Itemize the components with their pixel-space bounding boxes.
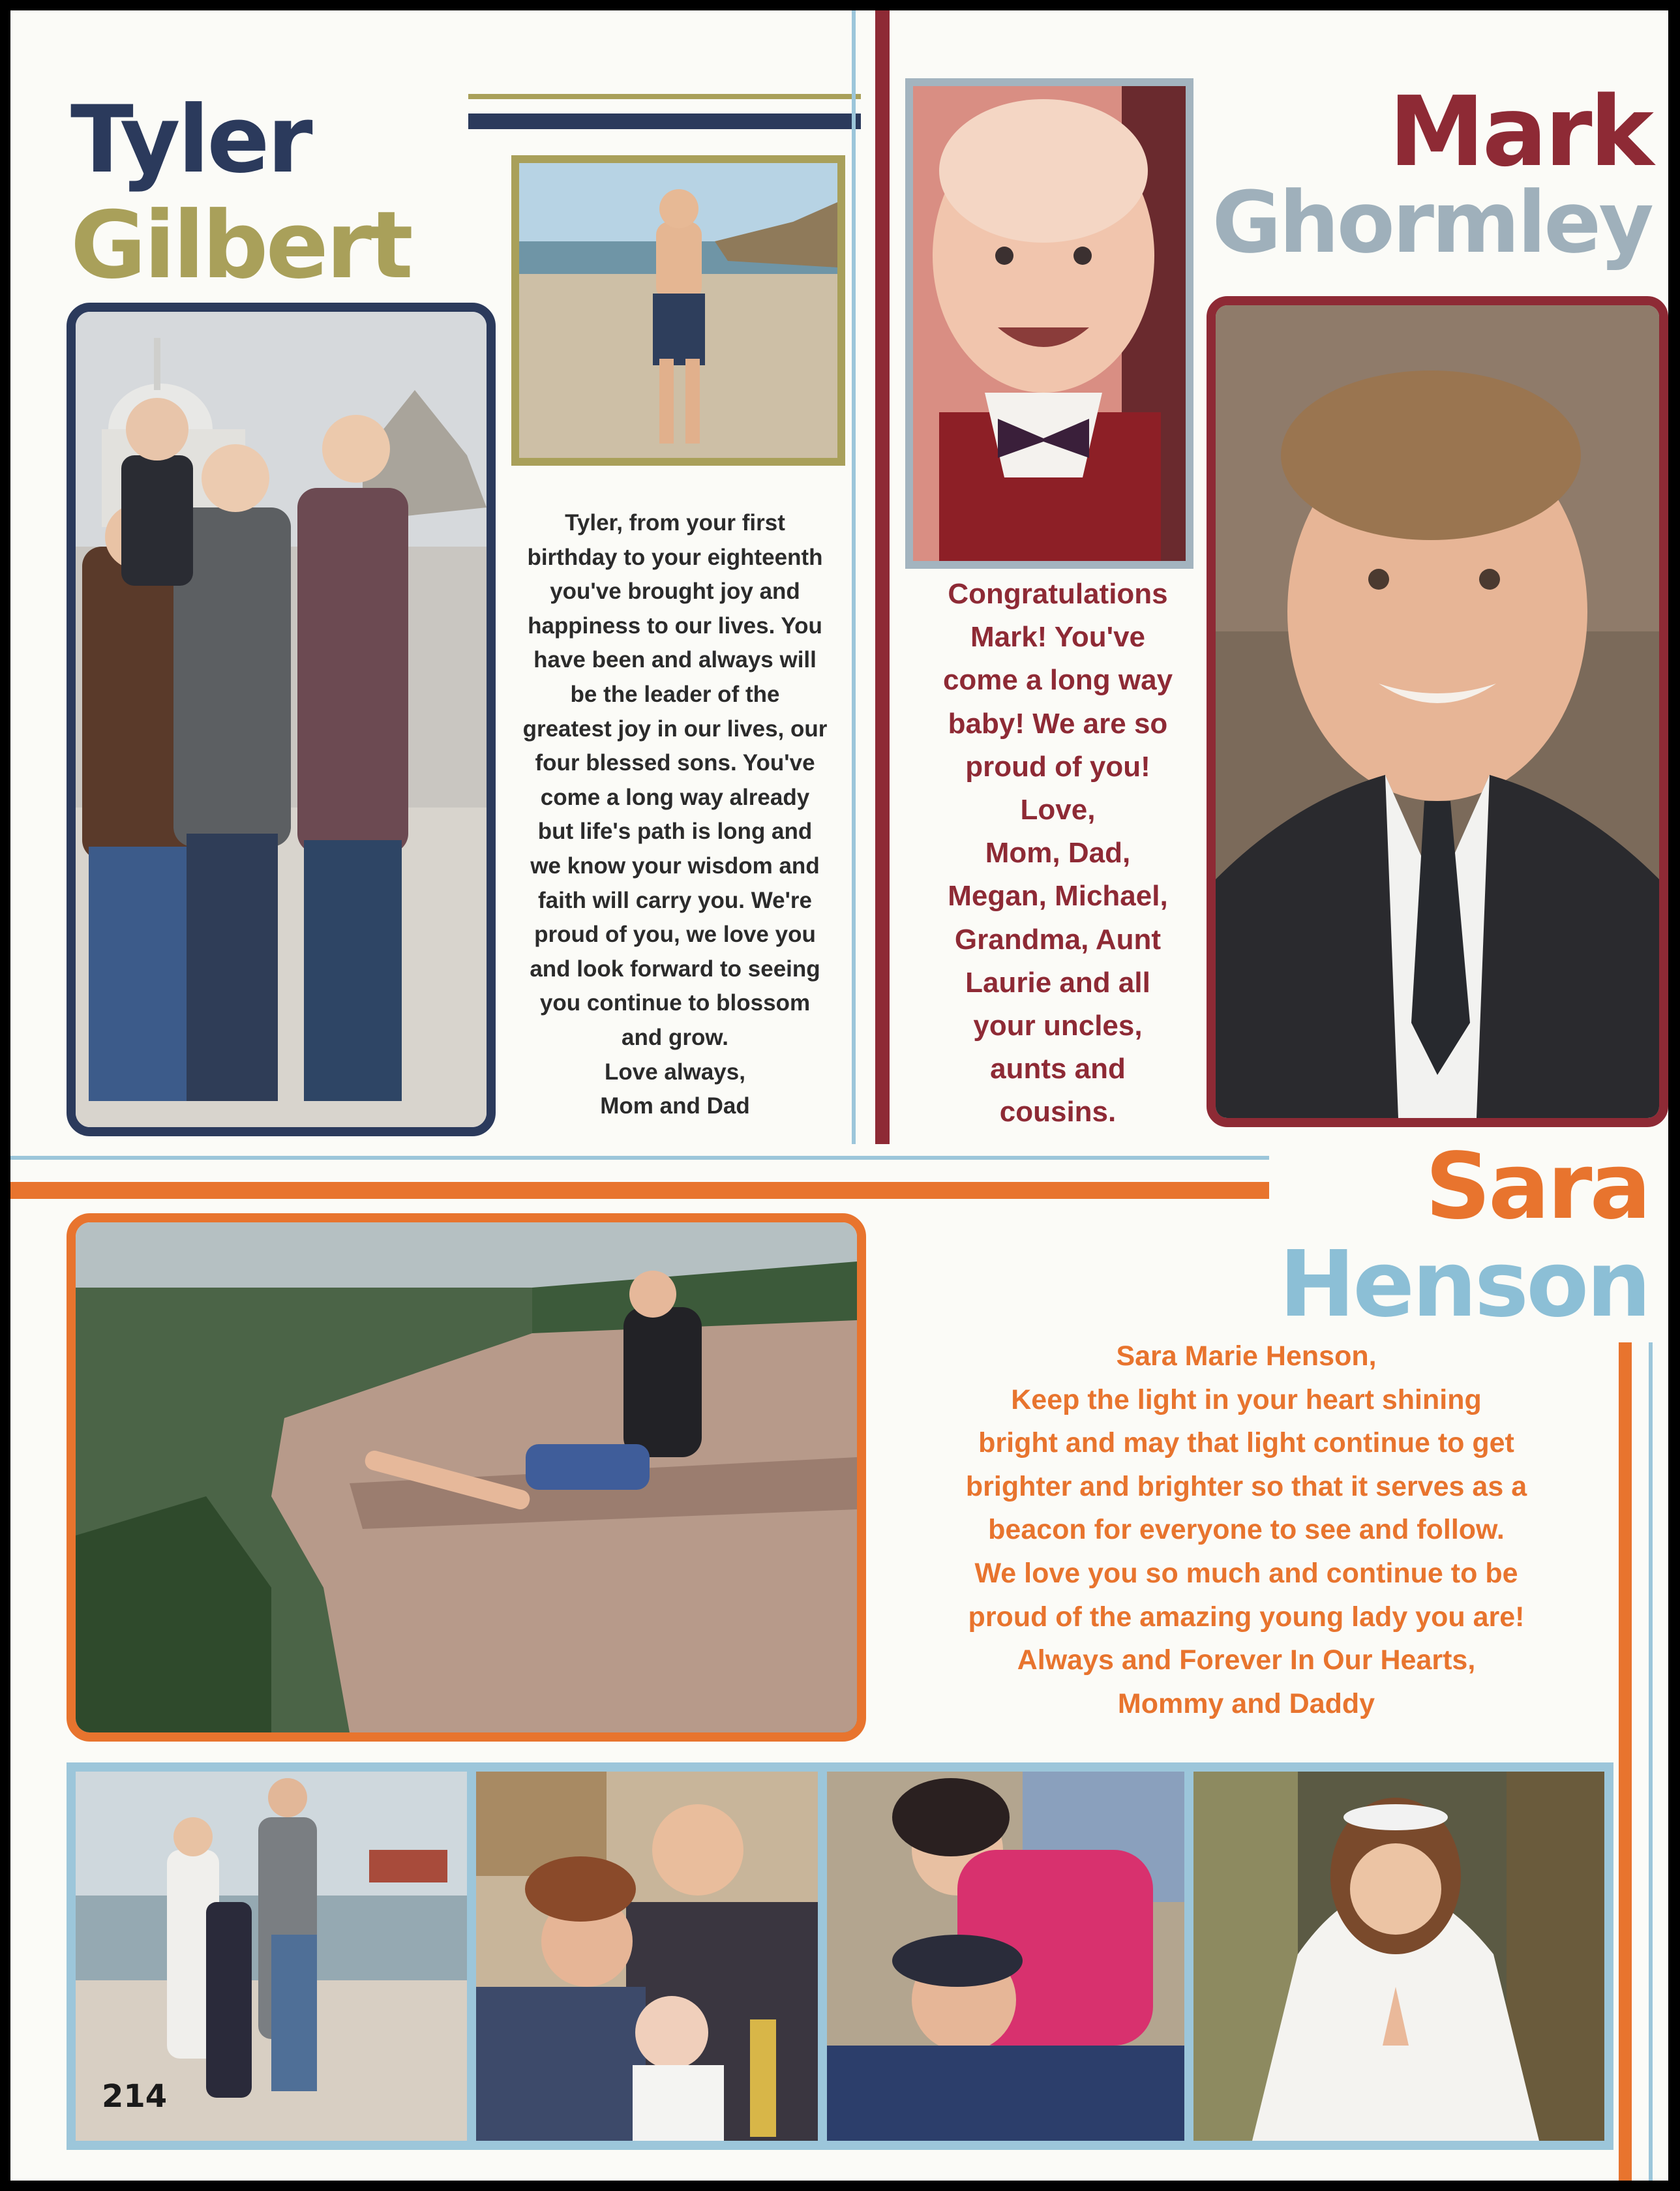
sara-piggyback-photo [827,1772,1184,2141]
sara-baby-with-parents-photo [476,1772,818,2141]
tyler-first-name: Tyler [70,86,310,194]
mark-divider-maroon [875,10,890,1144]
yearbook-page [10,10,1668,2181]
sara-cliff-photo [67,1213,866,1742]
tyler-rule-navy [468,113,861,129]
sara-message: Sara Marie Henson, Keep the light in your heart shining bright and may that light continue to get brighter and brighter so that it serves as a beacon for everyone to see and follow. We love you so much and continue to be proud of the amazing young lady you are! Always and Forever In Our Hearts, Mommy and Daddy [965,1340,1527,1719]
tyler-rule-olive [468,94,861,99]
tyler-message: Tyler, from your first birthday to your eighteenth you've brought joy and happiness to our lives. You have been and always will be the leader of the greatest joy in our lives, our four blessed sons. You've come a long way already but life's path is long and we know your wisdom and faith will carry you. We're proud of you, we love you and look forward to seeing you continue to blossom and grow. Love always, Mom and Dad [522,510,828,1119]
sara-last-name: Henson [1279,1231,1649,1338]
sara-first-name: Sara [1425,1134,1649,1240]
sara-communion-photo [1193,1772,1604,2141]
page-number: 214 [102,2078,168,2115]
mark-first-name: Mark [1388,76,1651,188]
mark-last-name: Ghormley [1212,173,1651,272]
sara-vertical-rule-orange [1619,1342,1632,2181]
sara-rule-light-blue [10,1156,1269,1160]
sara-vertical-rule-blue [1649,1342,1653,2181]
mark-senior-portrait [1207,296,1668,1127]
tyler-last-name: Gilbert [70,192,411,299]
tyler-beach-photo [511,155,845,466]
sara-rule-orange [10,1182,1269,1199]
mark-baby-photo [905,78,1193,569]
tyler-brothers-photo [67,303,496,1136]
mark-message: Congratulations Mark! You've come a long way baby! We are so proud of you! Love, Mom, Dad, Megan, Michael, Grandma, Aunt Laurie and all your uncles, aunts and cousins. [942,578,1173,1128]
